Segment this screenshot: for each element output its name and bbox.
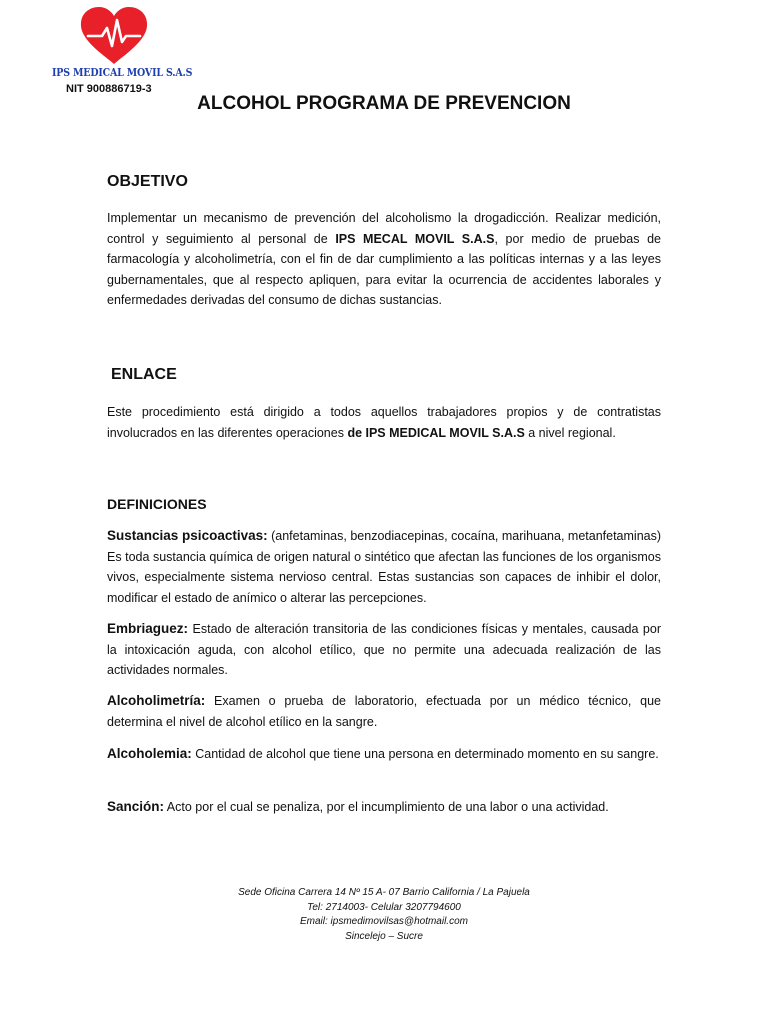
company-nit: NIT 900886719-3 bbox=[66, 83, 152, 95]
company-logo bbox=[52, 6, 193, 95]
footer-address: Sede Oficina Carrera 14 Nº 15 A- 07 Barrio California / La Pajuela bbox=[238, 887, 530, 898]
enlace-paragraph bbox=[107, 402, 661, 443]
document-title: ALCOHOL PROGRAMA DE PREVENCION bbox=[197, 93, 571, 114]
footer-email: Email: ipsmedimovilsas@hotmail.com bbox=[300, 916, 468, 927]
definition-term: Alcoholemia: bbox=[107, 746, 192, 761]
footer-city: Sincelejo – Sucre bbox=[345, 930, 423, 942]
enlace-company-name: de IPS MEDICAL MOVIL S.A.S bbox=[347, 425, 525, 440]
objetivo-paragraph bbox=[107, 208, 661, 311]
definition-item bbox=[107, 619, 661, 681]
definition-term: Alcoholimetría: bbox=[107, 693, 206, 708]
page-footer bbox=[0, 886, 768, 944]
definition-text: Cantidad de alcohol que tiene una persona en determinado momento en su sangre. bbox=[191, 747, 659, 761]
logo-company-name: IPS MEDICAL MOVIL S.A.S bbox=[52, 66, 193, 79]
definition-item bbox=[107, 526, 661, 608]
footer-phone: Tel: 2714003- Celular 3207794600 bbox=[307, 901, 461, 913]
definition-item bbox=[107, 744, 661, 765]
definition-term: Sanción: bbox=[107, 799, 165, 814]
definiciones-heading: DEFINICIONES bbox=[107, 496, 207, 512]
definition-text: (anfetaminas, benzodiacepinas, cocaína, marihuana, metanfetaminas) Es toda sustancia química de origen natural o sintético que afectan las funciones de los organismos vivos, especialmente sistema nervioso central. Estas sustancias son capaces de inhibir el dolor, modificar el estado de anímico o alterar las percepciones. bbox=[107, 529, 662, 605]
definition-item bbox=[107, 691, 661, 732]
definition-term: Sustancias psicoactivas: bbox=[107, 528, 268, 543]
objetivo-heading: OBJETIVO bbox=[107, 173, 188, 190]
objetivo-text-end: , por medio de pruebas de farmacología y alcoholimetría, con el fin de dar cumplimiento a las políticas internas y a las leyes gubernamentales, que al respecto apliquen, para evitar la ocurrencia de accidentes laborales y enfermedades derivadas del consumo de dichas sustancias. bbox=[107, 231, 661, 307]
objetivo-text-start: Implementar un mecanismo de prevención del alcoholismo la drogadicción. Realizar medición, control y seguimiento al personal de bbox=[107, 211, 661, 246]
heart-pulse-icon bbox=[78, 6, 150, 66]
enlace-text-start: Este procedimiento está dirigido a todos aquellos trabajadores propios y de contratistas involucrados en las diferentes operaciones bbox=[107, 405, 661, 440]
enlace-heading: ENLACE bbox=[111, 366, 177, 383]
definition-term: Embriaguez: bbox=[107, 621, 189, 636]
objetivo-company-name: IPS MECAL MOVIL S.A.S bbox=[335, 231, 495, 246]
definition-text: Examen o prueba de laboratorio, efectuada por un médico técnico, que determina el nivel de alcohol etílico en la sangre. bbox=[107, 694, 661, 729]
definition-item bbox=[107, 797, 661, 818]
definition-text: Acto por el cual se penaliza, por el incumplimiento de una labor o una actividad. bbox=[164, 800, 609, 814]
enlace-text-end: a nivel regional. bbox=[524, 425, 616, 440]
definition-text: Estado de alteración transitoria de las condiciones físicas y mentales, causada por la intoxicación aguda, con alcohol etílico, que no permite una adecuada realización de las actividades normales. bbox=[107, 622, 661, 677]
